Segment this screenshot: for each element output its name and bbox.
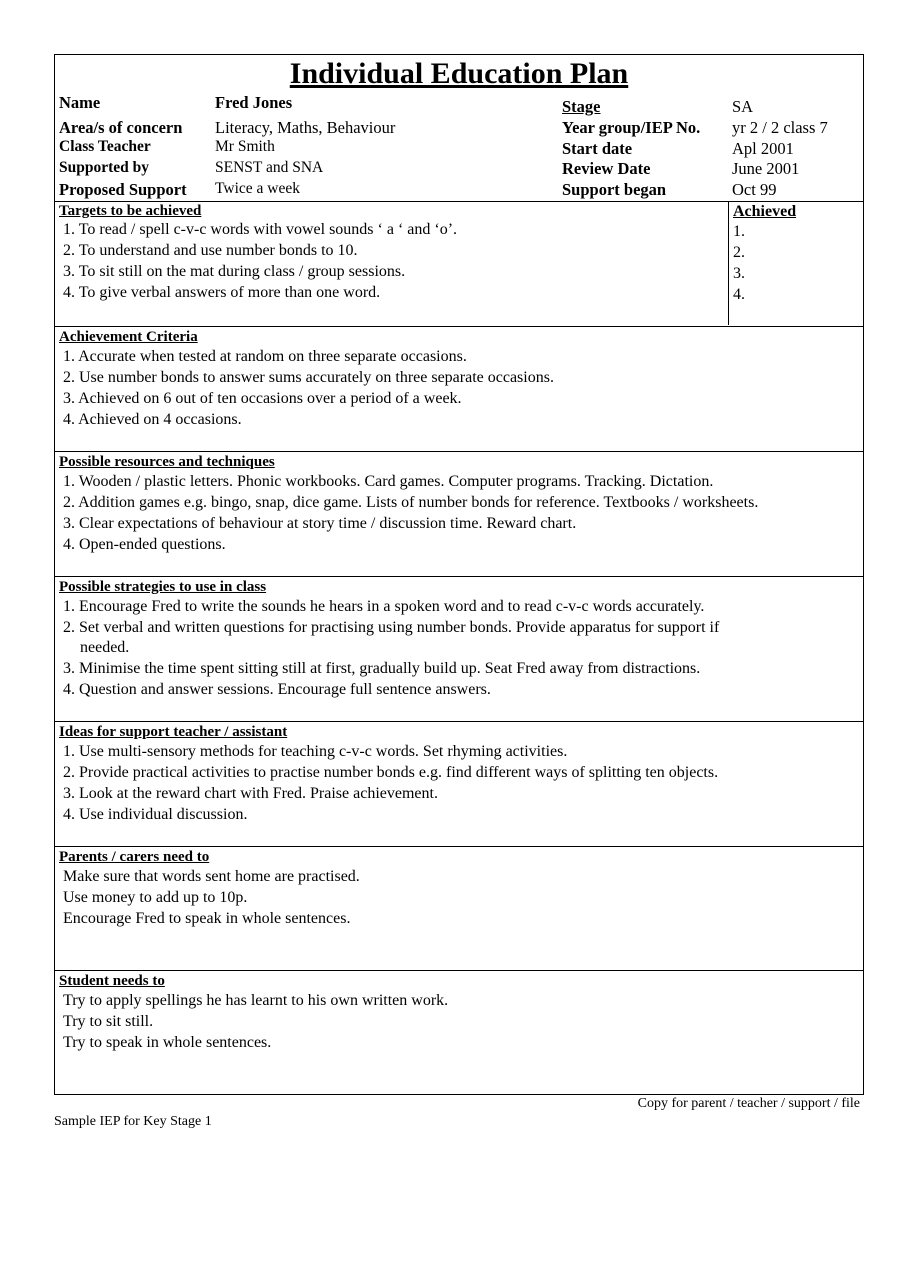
- list-item: needed.: [80, 639, 130, 656]
- start-date-value: Apl 2001: [732, 139, 794, 158]
- achieved-item: 2.: [733, 244, 745, 261]
- achieved-column-divider: [728, 201, 729, 325]
- strategies-section: [55, 576, 863, 722]
- copy-note: Copy for parent / teacher / support / file: [637, 1096, 860, 1111]
- list-item: Make sure that words sent home are practised.: [63, 868, 360, 885]
- review-date-label: Review Date: [562, 159, 651, 178]
- name-label: Name: [59, 93, 101, 112]
- list-item: 3. Minimise the time spent sitting still at first, gradually build up. Seat Fred away from distractions.: [63, 660, 701, 677]
- year-group-label: Year group/IEP No.: [562, 118, 701, 137]
- student-section: [55, 970, 863, 1095]
- list-item: 3. To sit still on the mat during class / group sessions.: [63, 263, 406, 280]
- list-item: 3. Clear expectations of behaviour at story time / discussion time. Reward chart.: [63, 515, 577, 532]
- strategies-title: Possible strategies to use in class: [59, 579, 267, 595]
- class-teacher-label: Class Teacher: [59, 138, 151, 155]
- parents-section: [55, 846, 863, 971]
- list-item: Try to sit still.: [63, 1013, 154, 1030]
- list-item: 4. To give verbal answers of more than one word.: [63, 284, 381, 301]
- criteria-title: Achievement Criteria: [59, 329, 198, 345]
- list-item: Use money to add up to 10p.: [63, 889, 248, 906]
- list-item: 4. Open-ended questions.: [63, 536, 226, 553]
- list-item: 2. Set verbal and written questions for practising using number bonds. Provide apparatus for support if: [63, 619, 720, 636]
- student-title: Student needs to: [59, 973, 165, 989]
- achieved-item: 1.: [733, 223, 745, 240]
- list-item: 2. Provide practical activities to practise number bonds e.g. find different ways of splitting ten objects.: [63, 764, 719, 781]
- list-item: 3. Achieved on 6 out of ten occasions over a period of a week.: [63, 390, 462, 407]
- list-item: 2. Addition games e.g. bingo, snap, dice game. Lists of number bonds for reference. Textbooks / worksheets.: [63, 494, 759, 511]
- achieved-title: Achieved: [733, 203, 797, 220]
- iep-form: [54, 54, 864, 1095]
- list-item: 1. Use multi-sensory methods for teaching c-v-c words. Set rhyming activities.: [63, 743, 568, 760]
- targets-title: Targets to be achieved: [59, 203, 202, 219]
- list-item: 4. Use individual discussion.: [63, 806, 248, 823]
- list-item: Encourage Fred to speak in whole sentences.: [63, 910, 351, 927]
- area-of-concern-label: Area/s of concern: [59, 118, 183, 137]
- list-item: 2. Use number bonds to answer sums accurately on three separate occasions.: [63, 369, 554, 386]
- supported-by-label: Supported by: [59, 159, 150, 176]
- list-item: 3. Look at the reward chart with Fred. Praise achievement.: [63, 785, 438, 802]
- area-of-concern-value: Literacy, Maths, Behaviour: [215, 118, 396, 137]
- supported-by-value: SENST and SNA: [215, 159, 324, 176]
- achieved-item: 4.: [733, 286, 745, 303]
- list-item: Try to speak in whole sentences.: [63, 1034, 272, 1051]
- achieved-item: 3.: [733, 265, 745, 282]
- name-value: Fred Jones: [215, 93, 293, 112]
- review-date-value: June 2001: [732, 159, 800, 178]
- list-item: 4. Question and answer sessions. Encourage full sentence answers.: [63, 681, 491, 698]
- parents-title: Parents / carers need to: [59, 849, 210, 865]
- ideas-section: [55, 721, 863, 847]
- list-item: 1. Encourage Fred to write the sounds he hears in a spoken word and to read c-v-c words accurately.: [63, 598, 705, 615]
- resources-title: Possible resources and techniques: [59, 454, 275, 470]
- list-item: 1. Accurate when tested at random on three separate occasions.: [63, 348, 467, 365]
- year-group-value: yr 2 / 2 class 7: [732, 118, 828, 137]
- stage-label: Stage: [562, 97, 601, 116]
- list-item: Try to apply spellings he has learnt to his own written work.: [63, 992, 449, 1009]
- list-item: 1. Wooden / plastic letters. Phonic workbooks. Card games. Computer programs. Tracking. Dictation.: [63, 473, 714, 490]
- proposed-support-label: Proposed Support: [59, 180, 187, 199]
- list-item: 4. Achieved on 4 occasions.: [63, 411, 242, 428]
- start-date-label: Start date: [562, 139, 633, 158]
- ideas-title: Ideas for support teacher / assistant: [59, 724, 288, 740]
- page-title: Individual Education Plan: [289, 57, 629, 90]
- support-began-value: Oct 99: [732, 180, 777, 199]
- targets-section: [55, 201, 863, 327]
- stage-value: SA: [732, 97, 754, 116]
- list-item: 2. To understand and use number bonds to 10.: [63, 242, 358, 259]
- criteria-section: [55, 326, 863, 452]
- class-teacher-value: Mr Smith: [215, 138, 275, 155]
- sample-note: Sample IEP for Key Stage 1: [54, 1114, 212, 1129]
- resources-section: [55, 451, 863, 577]
- proposed-support-value: Twice a week: [215, 180, 300, 197]
- list-item: 1. To read / spell c-v-c words with vowel sounds ‘ a ‘ and ‘o’.: [63, 221, 458, 238]
- support-began-label: Support began: [562, 180, 667, 199]
